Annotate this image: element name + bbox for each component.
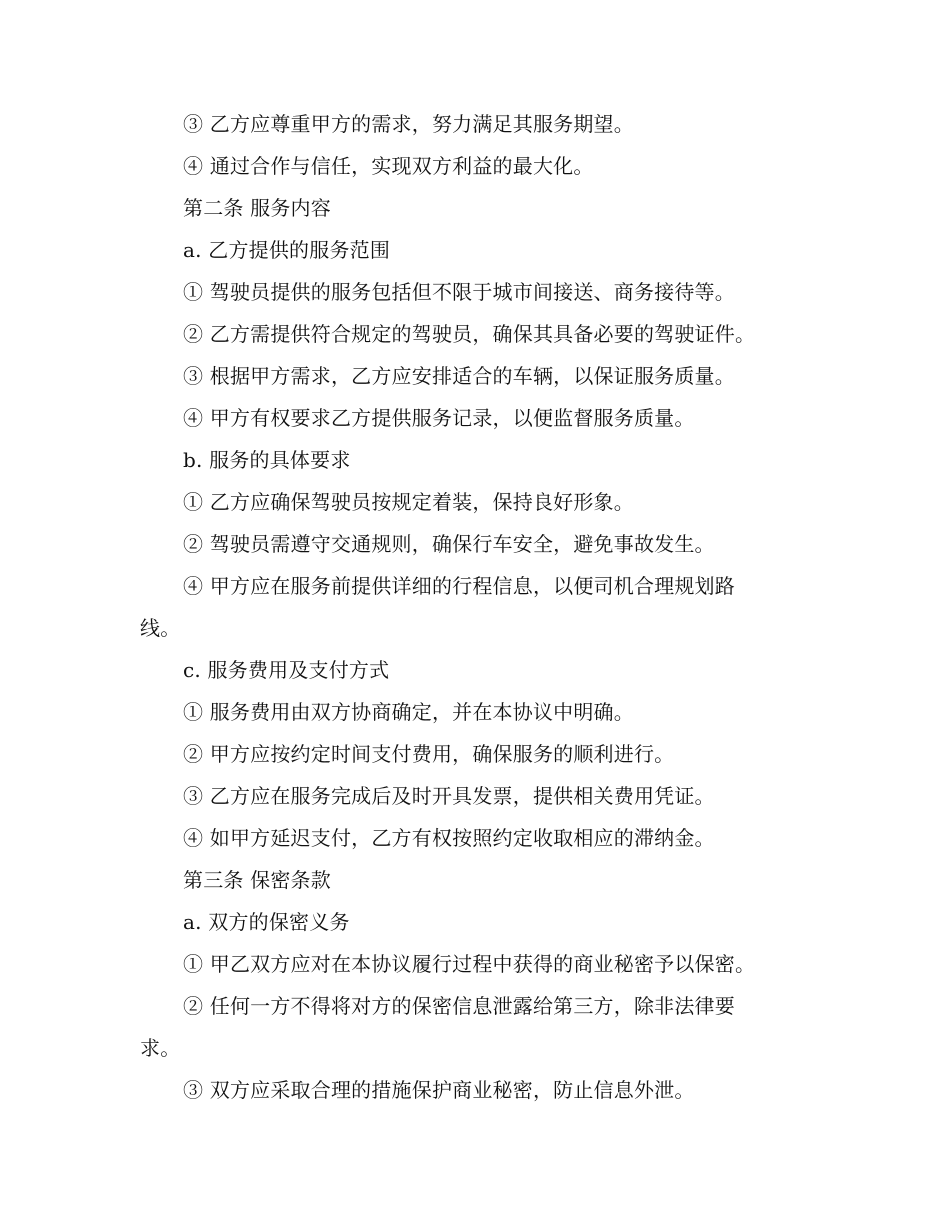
list-item: ② 任何一方不得将对方的保密信息泄露给第三方，除非法律要 (183, 994, 735, 1018)
subsection-heading: c. 服务费用及支付方式 (183, 658, 390, 682)
subsection-heading: b. 服务的具体要求 (183, 448, 351, 472)
list-item: ③ 双方应采取合理的措施保护商业秘密，防止信息外泄。 (183, 1078, 695, 1102)
document-body (140, 103, 800, 1111)
list-item: ④ 如甲方延迟支付，乙方有权按照约定收取相应的滞纳金。 (183, 826, 715, 850)
section-heading: 第三条 保密条款 (183, 868, 331, 892)
list-item: ③ 乙方应在服务完成后及时开具发票，提供相关费用凭证。 (183, 784, 715, 808)
list-item: ④ 通过合作与信任，实现双方利益的最大化。 (183, 154, 594, 178)
list-item: ① 乙方应确保驾驶员按规定着装，保持良好形象。 (183, 490, 634, 514)
list-item: ② 乙方需提供符合规定的驾驶员，确保其具备必要的驾驶证件。 (183, 322, 756, 346)
subsection-heading: a. 乙方提供的服务范围 (183, 238, 391, 262)
section-heading: 第二条 服务内容 (183, 196, 331, 220)
list-item: ② 驾驶员需遵守交通规则，确保行车安全，避免事故发生。 (183, 532, 715, 556)
list-item: ③ 根据甲方需求，乙方应安排适合的车辆，以保证服务质量。 (183, 364, 735, 388)
list-item: ② 甲方应按约定时间支付费用，确保服务的顺利进行。 (183, 742, 675, 766)
list-item: ③ 乙方应尊重甲方的需求，努力满足其服务期望。 (183, 112, 634, 136)
list-item: ① 驾驶员提供的服务包括但不限于城市间接送、商务接待等。 (183, 280, 735, 304)
list-item-continuation: 求。 (140, 1036, 181, 1060)
list-item: ④ 甲方有权要求乙方提供服务记录，以便监督服务质量。 (183, 406, 695, 430)
list-item: ④ 甲方应在服务前提供详细的行程信息，以便司机合理规划路 (183, 574, 735, 598)
list-item: ① 服务费用由双方协商确定，并在本协议中明确。 (183, 700, 634, 724)
list-item: ① 甲乙双方应对在本协议履行过程中获得的商业秘密予以保密。 (183, 952, 756, 976)
subsection-heading: a. 双方的保密义务 (183, 910, 350, 934)
list-item-continuation: 线。 (140, 616, 181, 640)
